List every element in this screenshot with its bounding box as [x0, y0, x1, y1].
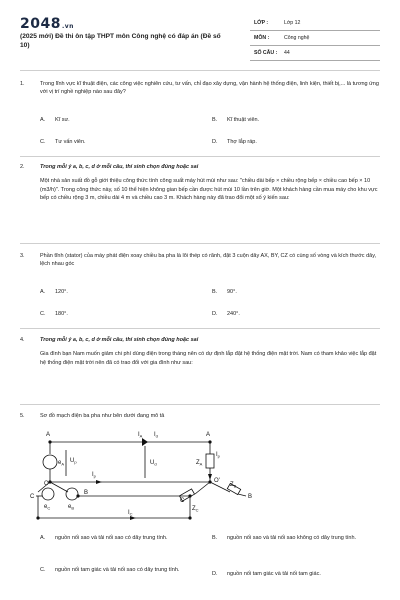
label-Ud: $U_d$	[150, 460, 157, 467]
option-letter: A.	[40, 289, 46, 295]
question-2	[20, 163, 380, 233]
option-text: Thợ lắp ráp.	[227, 139, 257, 145]
option-letter: D.	[212, 571, 218, 577]
divider	[20, 243, 380, 244]
question-1	[20, 80, 380, 140]
label-eA: $e_A$	[58, 460, 65, 467]
question-text: Phần tĩnh (stator) của máy phát điện xoay chiều ba pha là lõi thép có rãnh, đặt 3 cuộn dây AX, BY, CZ có cùng số vòng và kích thước dây, lệch nhau góc	[40, 253, 377, 268]
question-number: 3.	[20, 253, 25, 259]
question-text: Sơ đồ mạch điện ba pha như bên dưới đang mô tả	[40, 413, 165, 419]
option-letter: A.	[40, 535, 46, 541]
option-text: Kĩ thuật viên.	[227, 117, 260, 123]
option-text: nguồn nối tam giác và tải nối sao có dây trung tính.	[55, 567, 180, 573]
logo-text: 2048	[20, 16, 61, 32]
option-letter: D.	[212, 311, 218, 317]
option-text: 240°.	[227, 311, 240, 317]
question-text: Gia đình bạn Nam muốn giảm chi phí dùng điện trong tháng nên có dự định lắp đặt hệ thống điện mặt trời. Nam có tham khảo việc lắp đặt hệ thống điện mặt trời nên đã có trao đổi với gia đình như sau:	[40, 351, 377, 366]
option-text: 120°.	[55, 289, 68, 295]
meta-row-subject	[250, 31, 380, 46]
option-text: 180°.	[55, 311, 68, 317]
divider	[20, 404, 380, 405]
meta-key: SỐ CÂU :	[254, 50, 278, 56]
meta-row-count	[250, 46, 380, 61]
option-text: nguồn nối sao và tải nối sao có dây trung tính.	[55, 535, 168, 541]
exam-meta-table	[250, 16, 380, 61]
divider	[20, 156, 380, 157]
question-5	[20, 412, 380, 424]
meta-value: Công nghệ	[284, 35, 310, 41]
label-eB: $e_B$	[68, 504, 75, 511]
meta-key: LỚP :	[254, 20, 269, 26]
meta-value: Lớp 12	[284, 20, 301, 26]
three-phase-circuit-diagram	[30, 424, 260, 524]
label-IC: $I_C$	[128, 510, 133, 517]
question-number: 4.	[20, 337, 25, 343]
option-text: Kĩ sư.	[55, 117, 70, 123]
question-text: Một nhà sản xuất đồ gỗ giới thiệu công thức tính công suất máy hút mùi như sau: "chiều dài bếp × chiều rộng bếp × chiều cao bếp × 10 (m3/h)". Trong công thức này, số 10 thể hiện không gian bếp cần được hút mùi 10 lần trên giờ. Một khách hàng cần mua máy cho khu vực bếp có chiều rộng 3 m, chiều dài 4 m và chiều cao 3 m. Khách hàng này đã trao đổi một số ý kiến sau:	[40, 178, 378, 202]
label-IA: $I_A$	[138, 432, 143, 439]
question-instruction: Trong mỗi ý a, b, c, d ở mỗi câu, thí sinh chọn đúng hoặc sai	[40, 164, 199, 170]
meta-key: MÔN :	[254, 35, 270, 41]
label-Up: $U_p$	[70, 458, 77, 465]
option-letter: C.	[40, 311, 46, 317]
divider	[20, 70, 380, 71]
site-logo[interactable]	[20, 16, 74, 32]
option-letter: C.	[40, 139, 46, 145]
question-instruction: Trong mỗi ý a, b, c, d ở mỗi câu, thí sinh chọn đúng hoặc sai	[40, 337, 199, 343]
question-number: 1.	[20, 81, 25, 87]
label-Ip-right: $I_p$	[216, 452, 220, 459]
question-4	[20, 336, 380, 396]
label-ZA: $Z_A$	[196, 460, 203, 467]
question-3	[20, 252, 380, 282]
question-text: Trong lĩnh vực kĩ thuật điện, các công việc nghiên cứu, tư vấn, chỉ đạo xây dựng, vận hành hệ thống điện, linh kiện, thiết bị,... là tương ứng với vị trí nghề nghiệp nào sau đây?	[40, 81, 379, 96]
label-eC: $e_C$	[44, 504, 51, 511]
option-letter: B.	[212, 289, 218, 295]
question-body	[40, 336, 380, 367]
option-letter: D.	[212, 139, 218, 145]
meta-value: 44	[284, 50, 290, 56]
label-A: A	[46, 432, 51, 438]
label-O-prime: O'	[214, 478, 220, 484]
label-Id: $I_d$	[154, 432, 158, 439]
label-A-load: A	[206, 432, 211, 438]
meta-row-class	[250, 16, 380, 31]
option-letter: A.	[40, 117, 46, 123]
option-text: Tư vấn viên.	[55, 139, 86, 145]
label-C-load: C	[180, 498, 185, 504]
label-ZB: $Z_B$	[230, 482, 237, 489]
label-B: B	[84, 490, 89, 496]
option-text: 90°.	[227, 289, 237, 295]
option-letter: C.	[40, 567, 46, 573]
option-letter: B.	[212, 535, 218, 541]
label-ZC: $Z_C$	[192, 506, 199, 513]
label-Ip: $I_p$	[92, 472, 96, 479]
divider	[20, 328, 380, 329]
question-number: 5.	[20, 413, 25, 419]
label-C: C	[30, 494, 35, 500]
question-body	[40, 163, 380, 203]
exam-title: (2025 mới) Đề thi ôn tập THPT môn Công nghệ có đáp án (Đề số 10)	[20, 33, 221, 49]
label-B-load: B	[248, 494, 253, 500]
option-letter: B.	[212, 117, 218, 123]
label-O: O	[44, 481, 49, 487]
option-text: nguồn nối tam giác và tải nối tam giác.	[227, 571, 321, 577]
logo-suffix: .vn	[61, 23, 74, 30]
question-number: 2.	[20, 164, 25, 170]
option-text: nguồn nối sao và tải nối sao không có dây trung tính.	[227, 535, 357, 541]
